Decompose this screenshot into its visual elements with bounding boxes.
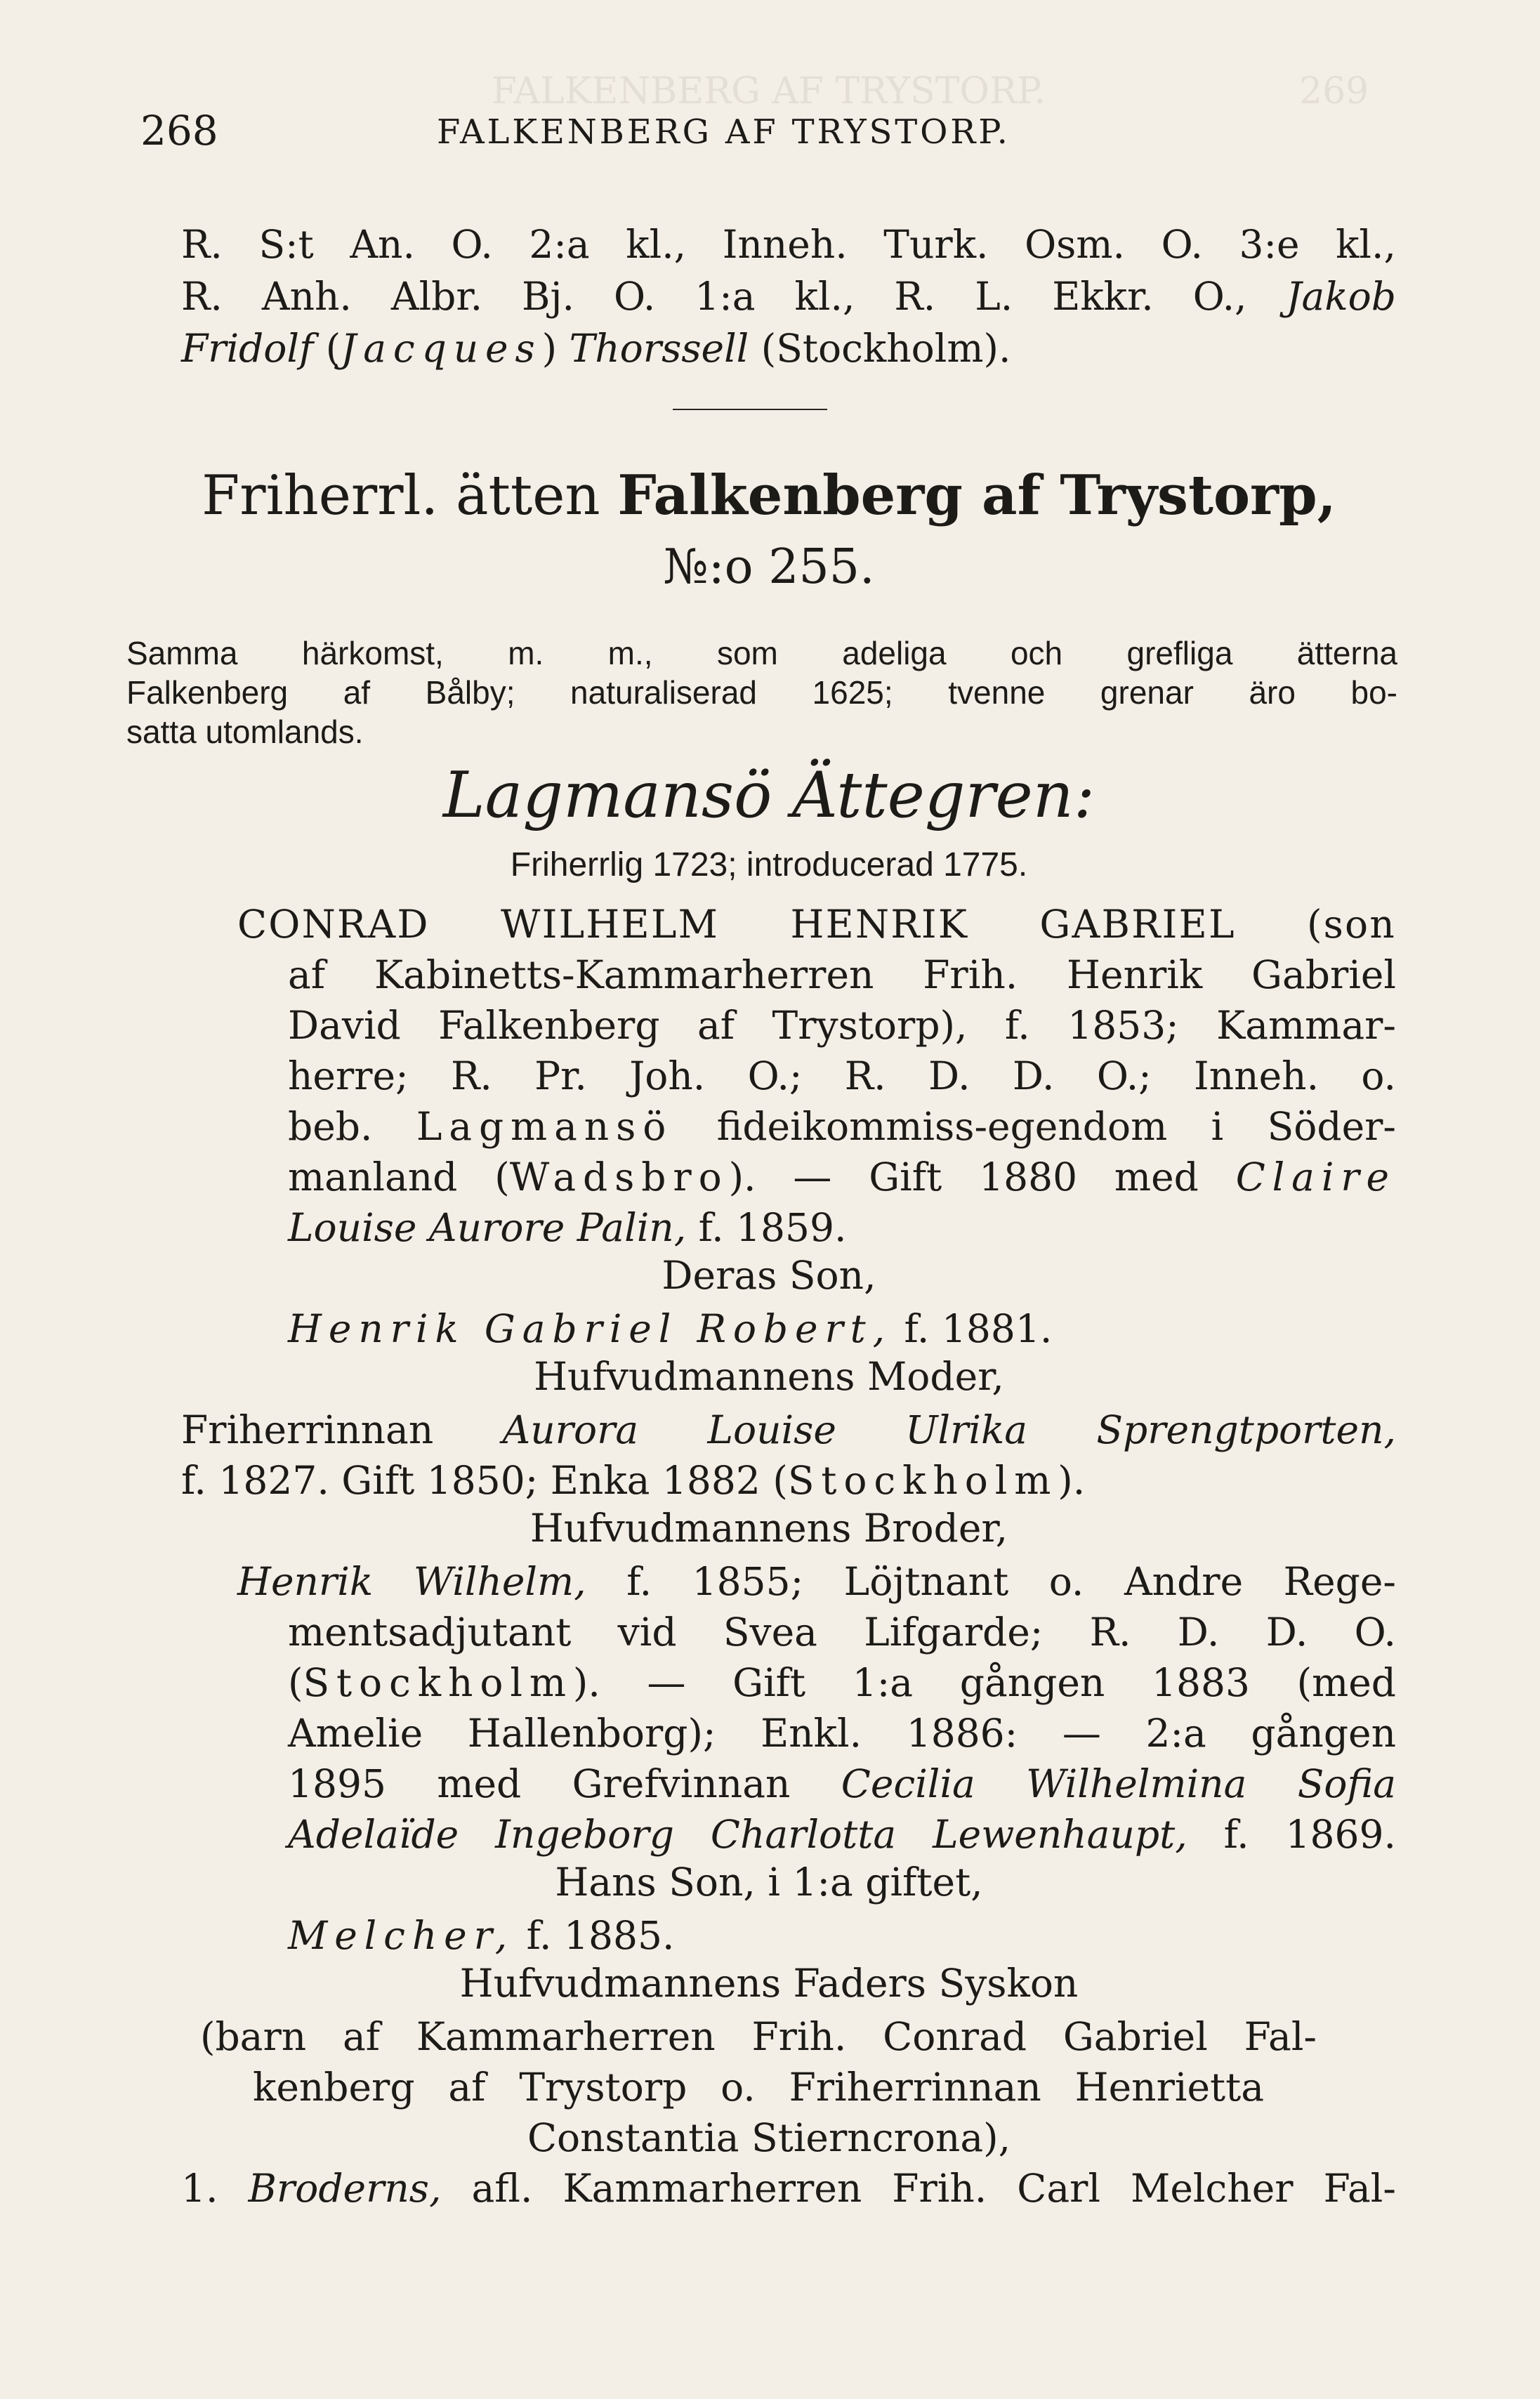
family-number: №:o 255. [663,539,875,595]
brother-son-line: Melcher, f. 1885. [288,1913,675,1958]
brother-line-6: Adelaïde Ingeborg Charlotta Lewenhaupt, f. 1869. [288,1812,1396,1857]
mother-line-2: f. 1827. Gift 1850; Enka 1882 (Stockholm). [181,1458,1086,1503]
brother-line-4: Amelie Hallenborg); Enkl. 1886: — 2:a gången [288,1711,1396,1756]
head-person-line-3: David Falkenberg af Trystorp), f. 1853; Kammar- [288,1003,1396,1048]
show-through-page-number: 269 [1299,70,1369,112]
head-person-line-1: CONRAD WILHELM HENRIK GABRIEL (son [237,902,1396,947]
branch-subtitle: Friherrlig 1723; introducerad 1775. [510,846,1028,883]
siblings-line-1: (barn af Kammarherren Frih. Conrad Gabriel Fal- [200,2014,1317,2059]
mother-line-1: Friherrinnan Aurora Louise Ulrika Sprengtporten, [181,1407,1396,1452]
top-line-3: Fridolf (Jacques) Thorssell (Stockholm). [181,326,1011,371]
intro-line-1: Samma härkomst, m. m., som adeliga och grefliga ätterna [126,635,1397,671]
branch-title: Lagmansö Ättegren: [442,758,1095,832]
running-title: FALKENBERG AF TRYSTORP. [437,112,1011,152]
head-person-line-7: Louise Aurore Palin, f. 1859. [288,1205,847,1250]
siblings-line-4: 1. Broderns, afl. Kammarherren Frih. Carl Melcher Fal- [181,2166,1396,2211]
son-line: Henrik Gabriel Robert, f. 1881. [288,1306,1053,1351]
brother-line-2: mentsadjutant vid Svea Lifgarde; R. D. D. O. [288,1610,1396,1655]
top-line-2: R. Anh. Albr. Bj. O. 1:a kl., R. L. Ekkr. O., Jakob [181,274,1396,319]
head-person-line-2: af Kabinetts-Kammarherren Frih. Henrik Gabriel [288,952,1396,997]
head-person-line-5: beb. Lagmansö fideikommiss-egendom i Söder- [288,1104,1396,1149]
page-number: 268 [140,107,218,155]
siblings-line-2: kenberg af Trystorp o. Friherrinnan Henrietta [253,2065,1264,2110]
show-through-header: FALKENBERG AF TRYSTORP. [492,70,1046,112]
mother-heading: Hufvudmannens Moder, [534,1354,1004,1399]
brother-heading: Hufvudmannens Broder, [529,1506,1008,1551]
family-heading: Friherrl. ätten Falkenberg af Trystorp, [202,464,1336,527]
siblings-heading: Hufvudmannens Faders Syskon [459,1961,1079,2006]
brother-son-heading: Hans Son, i 1:a giftet, [555,1860,983,1905]
siblings-line-3: Constantia Stierncrona), [527,2115,1011,2160]
intro-line-3: satta utomlands. [126,714,364,750]
son-heading: Deras Son, [662,1253,876,1298]
top-line-1: R. S:t An. O. 2:a kl., Inneh. Turk. Osm. O. 3:e kl., [181,222,1396,267]
intro-line-2: Falkenberg af Bålby; naturaliserad 1625; tvenne grenar äro bo- [126,674,1397,711]
brother-line-3: (Stockholm). — Gift 1:a gången 1883 (med [288,1660,1396,1705]
head-person-line-6: manland (Wadsbro). — Gift 1880 med Claire [288,1155,1396,1200]
section-divider [673,409,827,410]
head-person-line-4: herre; R. Pr. Joh. O.; R. D. D. O.; Inneh. o. [288,1053,1396,1098]
brother-line-5: 1895 med Grefvinnan Cecilia Wilhelmina Sofia [288,1761,1396,1806]
brother-line-1: Henrik Wilhelm, f. 1855; Löjtnant o. Andre Rege- [237,1559,1396,1604]
